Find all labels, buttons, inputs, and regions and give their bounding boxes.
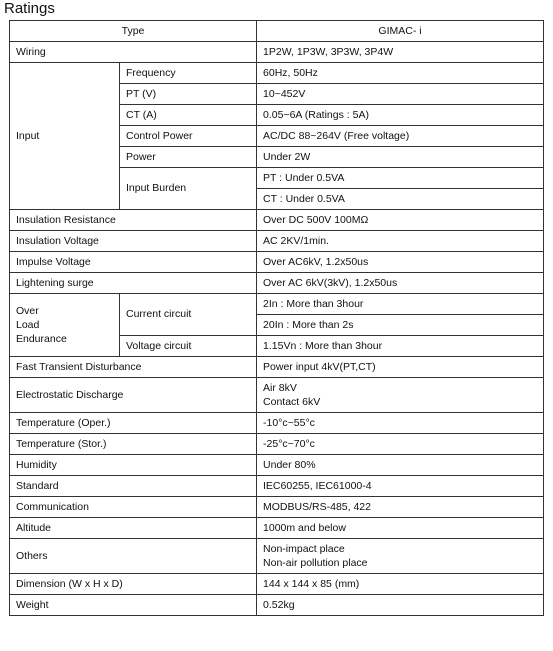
table-row <box>10 42 544 63</box>
page-title: Ratings <box>4 0 55 17</box>
insulation-voltage-value: AC 2KV/1min. <box>257 231 544 252</box>
table-row <box>10 273 544 294</box>
standard-label: Standard <box>10 476 257 497</box>
table-row <box>10 574 544 595</box>
current-circuit-value-1: 2In : More than 3hour <box>257 294 544 315</box>
lightening-surge-label: Lightening surge <box>10 273 257 294</box>
lightening-surge-value: Over AC 6kV(3kV), 1.2x50us <box>257 273 544 294</box>
frequency-label: Frequency <box>120 63 257 84</box>
altitude-value: 1000m and below <box>257 518 544 539</box>
esd-value <box>257 378 544 413</box>
fast-transient-label: Fast Transient Disturbance <box>10 357 257 378</box>
voltage-circuit-label: Voltage circuit <box>120 336 257 357</box>
others-value-2: Non-air pollution place <box>263 557 368 569</box>
table-row <box>10 518 544 539</box>
esd-label: Electrostatic Discharge <box>10 378 257 413</box>
burden-ct-value: CT : Under 0.5VA <box>257 189 544 210</box>
table-row <box>10 378 544 413</box>
humidity-value: Under 80% <box>257 455 544 476</box>
altitude-label: Altitude <box>10 518 257 539</box>
current-circuit-label: Current circuit <box>120 294 257 336</box>
communication-value: MODBUS/RS-485, 422 <box>257 497 544 518</box>
table-row <box>10 63 544 84</box>
ct-value: 0.05~6A (Ratings : 5A) <box>257 105 544 126</box>
temp-oper-value: -10°c~55°c <box>257 413 544 434</box>
others-label: Others <box>10 539 257 574</box>
ct-label: CT (A) <box>120 105 257 126</box>
table-row <box>10 434 544 455</box>
voltage-circuit-value: 1.15Vn : More than 3hour <box>257 336 544 357</box>
table-row <box>10 539 544 574</box>
impulse-voltage-label: Impulse Voltage <box>10 252 257 273</box>
table-row <box>10 476 544 497</box>
table-row <box>10 357 544 378</box>
burden-pt-value: PT : Under 0.5VA <box>257 168 544 189</box>
humidity-label: Humidity <box>10 455 257 476</box>
pt-value: 10~452V <box>257 84 544 105</box>
frequency-value: 60Hz, 50Hz <box>257 63 544 84</box>
overload-label <box>10 294 120 357</box>
dimension-label: Dimension (W x H x D) <box>10 574 257 595</box>
insulation-resistance-value: Over DC 500V 100MΩ <box>257 210 544 231</box>
overload-label-line: Load <box>16 319 40 331</box>
others-value <box>257 539 544 574</box>
control-power-label: Control Power <box>120 126 257 147</box>
standard-value: IEC60255, IEC61000-4 <box>257 476 544 497</box>
table-row <box>10 595 544 616</box>
table-row <box>10 497 544 518</box>
temp-oper-label: Temperature (Oper.) <box>10 413 257 434</box>
header-type: Type <box>10 21 257 42</box>
table-header-row <box>10 21 544 42</box>
impulse-voltage-value: Over AC6kV, 1.2x50us <box>257 252 544 273</box>
insulation-resistance-label: Insulation Resistance <box>10 210 257 231</box>
power-label: Power <box>120 147 257 168</box>
control-power-value: AC/DC 88~264V (Free voltage) <box>257 126 544 147</box>
overload-label-line: Endurance <box>16 333 67 345</box>
weight-value: 0.52kg <box>257 595 544 616</box>
esd-value-air: Air 8kV <box>263 382 297 394</box>
temp-stor-label: Temperature (Stor.) <box>10 434 257 455</box>
table-row <box>10 210 544 231</box>
table-row <box>10 455 544 476</box>
table-row <box>10 294 544 315</box>
overload-label-line: Over <box>16 305 39 317</box>
pt-label: PT (V) <box>120 84 257 105</box>
wiring-value: 1P2W, 1P3W, 3P3W, 3P4W <box>257 42 544 63</box>
header-model: GIMAC- i <box>257 21 544 42</box>
wiring-label: Wiring <box>10 42 257 63</box>
esd-value-contact: Contact 6kV <box>263 396 321 408</box>
weight-label: Weight <box>10 595 257 616</box>
power-value: Under 2W <box>257 147 544 168</box>
dimension-value: 144 x 144 x 85 (mm) <box>257 574 544 595</box>
current-circuit-value-2: 20In : More than 2s <box>257 315 544 336</box>
ratings-table <box>9 20 544 616</box>
table-row <box>10 231 544 252</box>
others-value-1: Non-impact place <box>263 543 345 555</box>
input-burden-label: Input Burden <box>120 168 257 210</box>
table-row <box>10 413 544 434</box>
fast-transient-value: Power input 4kV(PT,CT) <box>257 357 544 378</box>
insulation-voltage-label: Insulation Voltage <box>10 231 257 252</box>
table-row <box>10 252 544 273</box>
temp-stor-value: -25°c~70°c <box>257 434 544 455</box>
communication-label: Communication <box>10 497 257 518</box>
input-label: Input <box>10 63 120 210</box>
